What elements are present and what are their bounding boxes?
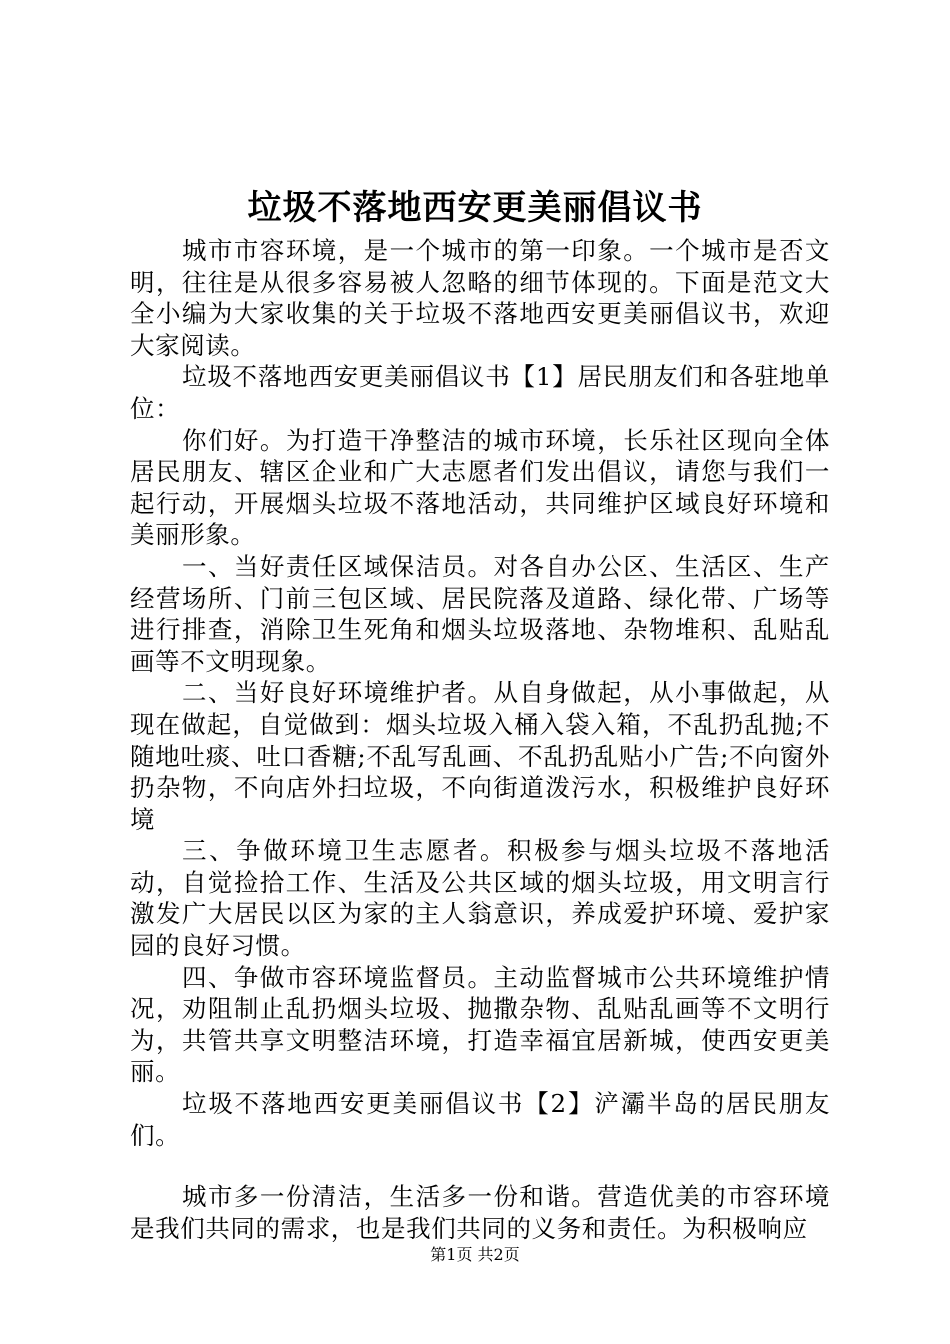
paragraph-intro: 城市市容环境，是一个城市的第一印象。一个城市是否文明，往往是从很多容易被人忽略的细节体现的。下面是范文大全小编为大家收集的关于垃圾不落地西安更美丽倡议书，欢迎大家阅读。 (130, 236, 830, 360)
paragraph-point-2: 二、当好良好环境维护者。从自身做起，从小事做起，从现在做起，自觉做到：烟头垃圾入桶入袋入箱，不乱扔乱抛;不随地吐痰、吐口香糖;不乱写乱画、不乱扔乱贴小广告;不向窗外扔杂物，不向店外扫垃圾，不向街道泼污水，积极维护良好环境 (130, 678, 830, 834)
document-body (130, 235, 830, 1244)
paragraph-section-2-body: 城市多一份清洁，生活多一份和谐。营造优美的市容环境是我们共同的需求，也是我们共同的义务和责任。为积极响应 (130, 1182, 830, 1243)
paragraph-point-3: 三、争做环境卫生志愿者。积极参与烟头垃圾不落地活动，自觉捡拾工作、生活及公共区域的烟头垃圾，用文明言行激发广大居民以区为家的主人翁意识，养成爱护环境、爱护家园的良好习惯。 (130, 836, 830, 961)
paragraph-point-1: 一、当好责任区域保洁员。对各自办公区、生活区、生产经营场所、门前三包区域、居民院落及道路、绿化带、广场等进行排查，消除卫生死角和烟头垃圾落地、杂物堆积、乱贴乱画等不文明现象。 (130, 551, 830, 676)
paragraph-point-4: 四、争做市容环境监督员。主动监督城市公共环境维护情况，劝阻制止乱扔烟头垃圾、抛撒杂物、乱贴乱画等不文明行为，共管共享文明整洁环境，打造幸福宜居新城，使西安更美丽。 (130, 962, 830, 1087)
paragraph-spacer (130, 1151, 830, 1181)
document-title: 垃圾不落地西安更美丽倡议书 (247, 188, 703, 228)
paragraph-section-2-heading: 垃圾不落地西安更美丽倡议书【2】浐灞半岛的居民朋友们。 (130, 1089, 830, 1150)
page-number-footer: 第1页 共2页 (430, 1245, 520, 1264)
paragraph-section-1-heading: 垃圾不落地西安更美丽倡议书【1】居民朋友们和各驻地单位： (130, 362, 830, 423)
paragraph-greeting: 你们好。为打造干净整洁的城市环境，长乐社区现向全体居民朋友、辖区企业和广大志愿者们发出倡议，请您与我们一起行动，开展烟头垃圾不落地活动，共同维护区域良好环境和美丽形象。 (130, 425, 830, 550)
